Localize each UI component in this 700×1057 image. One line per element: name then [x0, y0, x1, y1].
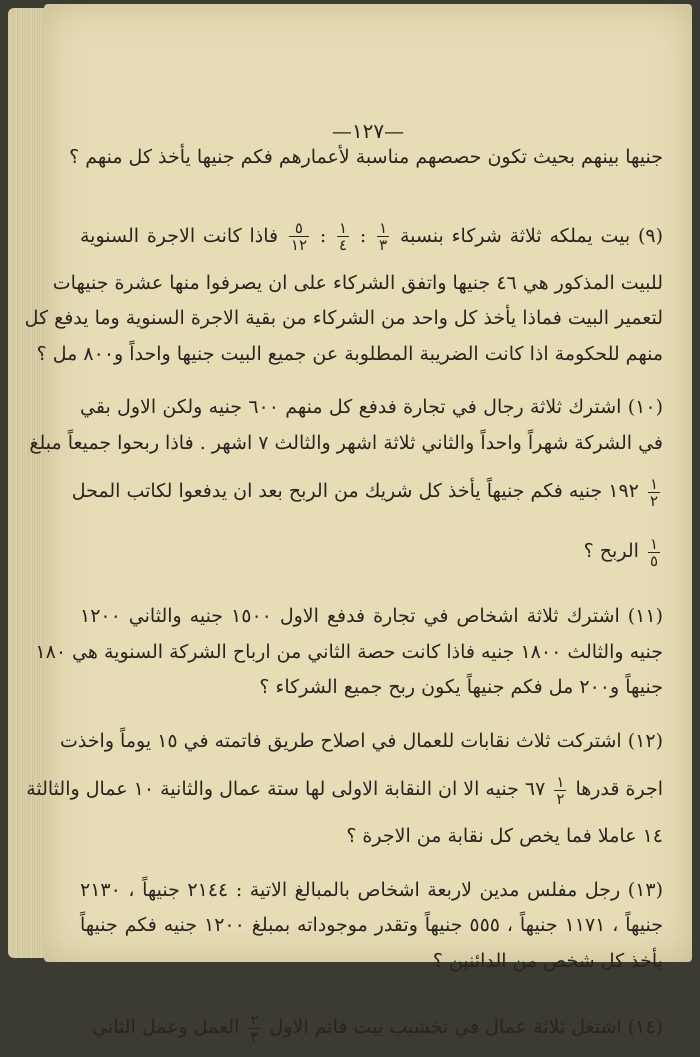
page-number: —١٢٧—	[331, 119, 405, 143]
fraction-one-quarter: $\frac{١}{٤}$	[339, 219, 348, 254]
problem-11-line-1: (١١) اشترك ثلاثة اشخاص في تجارة فدفع الاول ١٥٠٠ جنيه والثاني ١٢٠٠	[80, 605, 663, 627]
problem-11-line-2: جنيه والثالث ١٨٠٠ جنيه فاذا كانت حصة الثاني من ارباح الشركة السنوية هي ١٨٠	[35, 640, 663, 663]
fraction-one-fifth: $\frac{١}{٥}$	[649, 534, 658, 570]
problem-10-line-1: (١٠) اشترك ثلاثة رجال في تجارة فدفع كل منهم ٦٠٠ جنيه ولكن الاول بقي	[80, 396, 663, 418]
problem-12-line-2: اجرة قدرها $\frac{١}{٢}$ ٦٧ جنيه الا ان النقابة الاولى لها ستة عمال والثانية ١٠ عمال والثالثة	[26, 772, 663, 808]
problem-13-line-2: جنيهاً ، ١١٧١ جنيهاً ، ٥٥٥ جنيهاً وتقدر موجوداته بمبلغ ١٢٠٠ جنيه فكم جنيهاً	[80, 914, 664, 936]
problem-9-line-3: لتعمير البيت فماذا يأخذ كل واحد من الشركاء من بقية الاجرة السنوية وما يدفع كل	[24, 307, 663, 329]
problem-12-line-3: ١٤ عاملا فما يخص كل نقابة من الاجرة ؟	[346, 825, 663, 847]
problem-9-line-2: للبيت المذكور هي ٤٦ جنيها واتفق الشركاء على ان يصرفوا منها عشرة جنيهات	[52, 271, 663, 294]
problem-14-line-1: (١٤) اشتغل ثلاثة عمال في تخشيب بيت فاتم الاول $\frac{٢}{٣}$ العمل وعمل الثاني	[92, 1010, 663, 1046]
fraction-one-half: $\frac{١}{٢}$	[649, 474, 658, 510]
problem-10-line-2: في الشركة شهراً واحداً والثاني ثلاثة اشهر والثالث ٧ اشهر . فاذا ربحوا جميعاً مبلغ	[29, 431, 663, 454]
fraction-two-thirds: $\frac{٢}{٣}$	[250, 1010, 259, 1046]
problem-9-line-1: (٩) بيت يملكه ثلاثة شركاء بنسبة $\frac{١}{٣}$ : $\frac{١}{٤}$ : $\frac{٥}{١٢}$ فاذا كانت الاجرة السنوية	[80, 219, 664, 254]
problem-10-line-3: $\frac{١}{٢}$ ١٩٢ جنيه فكم جنيهاً يأخذ كل شريك من الربح بعد ان يدفعوا لكاتب المحل	[71, 474, 658, 510]
problem-12-line-1: (١٢) اشتركت ثلاث نقابات للعمال في اصلاح طريق فاتمته في ١٥ يوماً واخذت	[59, 729, 663, 752]
problem-9-line-4: منهم للحكومة اذا كانت الضريبة المطلوبة عن جميع البيت جنيها واحداً و٨٠٠ مل ؟	[36, 342, 663, 365]
problem-11-line-3: جنيهاً و٢٠٠ مل فكم جنيهاً يكون ربح جميع الشركاء ؟	[259, 676, 663, 698]
fraction-five-twelfths: $\frac{٥}{١٢}$	[290, 219, 308, 254]
problem-13-line-1: (١٣) رجل مفلس مدين لاربعة اشخاص بالمبالغ الاتية : ٢١٤٤ جنيهاً ، ٢١٣٠	[80, 878, 663, 901]
text-line-1: جنيها بينهم بحيث تكون حصصهم مناسبة لأعمارهم فكم جنيها يأخذ كل منهم ؟	[69, 146, 663, 168]
problem-13-line-3: يأخذ كل شخص من الدائنين ؟	[432, 949, 663, 972]
fraction-one-third: $\frac{١}{٣}$	[379, 219, 388, 254]
page-sheet	[24, 4, 692, 1046]
fraction-one-half-b: $\frac{١}{٢}$	[556, 772, 565, 808]
problem-10-line-4: $\frac{١}{٥}$ الربح ؟	[583, 534, 658, 570]
page-body	[24, 140, 664, 1057]
